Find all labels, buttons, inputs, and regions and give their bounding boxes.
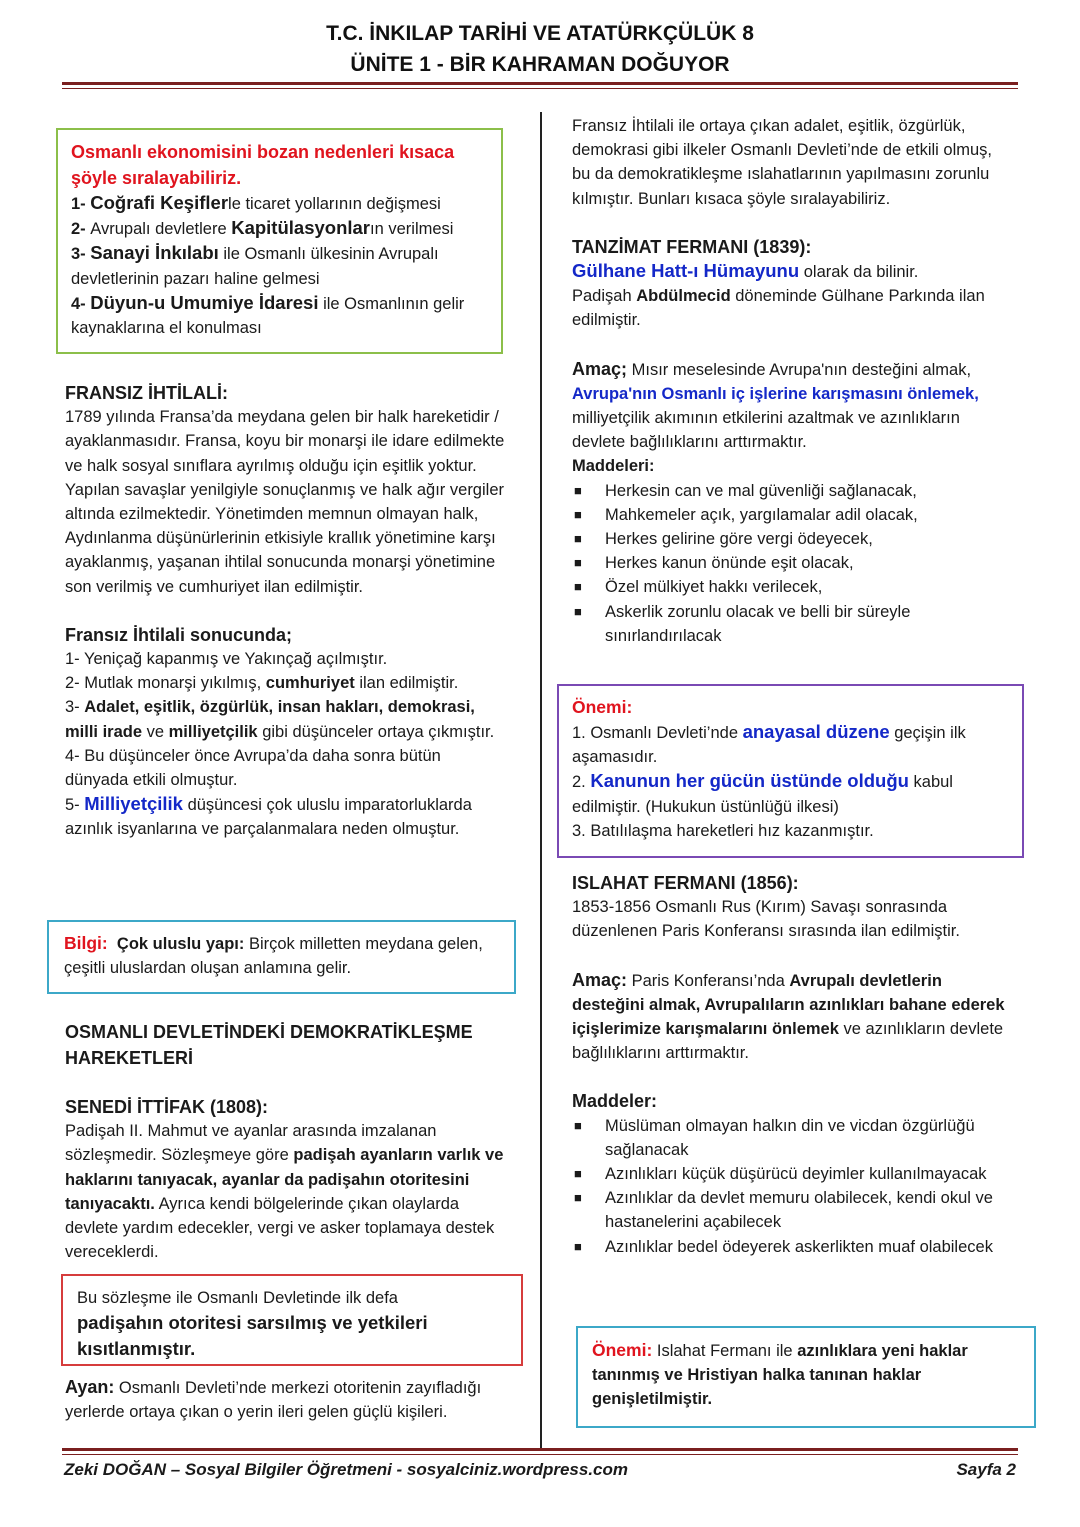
economy-box-title: Osmanlı ekonomisini bozan nedenleri kısaca şöyle sıralayabiliriz. (71, 142, 455, 188)
islahat-articles (572, 1114, 1012, 1259)
info-box (47, 920, 516, 994)
tanzimat-aim: Amaç; Mısır meselesinde Avrupa'nın desteğini almak, Avrupa'nın Osmanlı iç işlerine karışmasını önlemek, milliyetçilik akımının etkilerini azaltmak ve azınlıkların devlete bağlılıklarını arttırmaktır. (572, 358, 979, 452)
page-number: Sayfa 2 (956, 1460, 1016, 1479)
list-item: ■ Azınlıklar da devlet memuru olabilecek, kendi okul ve hastanelerini açabilecek (574, 1189, 993, 1232)
islahat-articles-title: Maddeler: (572, 1091, 658, 1112)
header-rule-thick (62, 82, 1018, 85)
economy-item: 2- Avrupalı devletlere Kapitülasyonların verilmesi (71, 217, 454, 239)
french-revolution-section (65, 381, 505, 842)
tanzimat-padisah: Padişah Abdülmecid döneminde Gülhane Parkında ilan edilmiştir. (572, 287, 985, 330)
senedi-note-box (61, 1274, 523, 1366)
list-item: ■ Herkes kanun önünde eşit olacak, (574, 554, 854, 573)
result-item: 5- Milliyetçilik düşüncesi çok uluslu imparatorluklarda azınlık isyanlarına ve parçalanmalara neden olmuştur. (65, 793, 472, 839)
page-subtitle: ÜNİTE 1 - BİR KAHRAMAN DOĞUYOR (350, 53, 730, 76)
column-divider (540, 112, 542, 1448)
info-text: Bilgi: Çok uluslu yapı: Birçok milletten meydana gelen, çeşitli uluslardan oluşan anlamına gelir. (64, 933, 483, 978)
right-intro: Fransız İhtilali ile ortaya çıkan adalet, eşitlik, özgürlük, demokrasi gibi ilkeler Osmanlı Devleti’nde de etkili olmuş, bu da demokratikleşme ıslahatlarının yapılmasını zorunlu kılmıştır. Bunları kısaca şöyle sıralayabiliriz. (572, 117, 993, 208)
french-title: FRANSIZ İHTİLALİ: (65, 383, 228, 403)
list-item: ■ Azınlıklar bedel ödeyerek askerlikten muaf olabilecek (574, 1237, 993, 1256)
islahat-text: 1853-1856 Osmanlı Rus (Kırım) Savaşı sonrasında düzenlenen Paris Konferansı sırasında ilan edilmiştir. (572, 898, 960, 941)
economy-item: 4- Düyun-u Umumiye İdaresi ile Osmanlının gelir kaynaklarına el konulması (71, 291, 465, 338)
footer-rule-thin (62, 1454, 1018, 1455)
list-item: ■ Müslüman olmayan halkın din ve vicdan özgürlüğü sağlanacak (574, 1116, 975, 1159)
french-text: 1789 yılında Fransa’da meydana gelen bir halk hareketidir / ayaklanmasıdır. Fransa, koyu bir monarşi ile idare edilmekte ve halk sosyal sınıflara ayrılmış olduğu için eşitlik yoktur. Yapılan savaşlar yenilgiyle sonuçlanmış ve halk ağır vergiler altında ezilmektedir. Yönetimden memnun olmayan halk, Aydınlanma düşünürlerinin etkisiyle krallık yönetimine karşı ayaklanmış, yaşanan ihtilal sonucunda monarşi yönetimine son verilmiş ve cumhuriyet ilan edilmiştir. (65, 408, 505, 596)
result-item: 4- Bu düşünceler önce Avrupa’da daha sonra bütün dünyada etkili olmuştur. (65, 746, 441, 790)
list-item: ■ Herkes gelirine göre vergi ödeyecek, (574, 530, 873, 549)
importance-label: Önemi: (572, 697, 633, 717)
democ-title: OSMANLI DEVLETİNDEKİ DEMOKRATİKLEŞME HAREKETLERİ (65, 1022, 473, 1068)
page-title: T.C. İNKILAP TARİHİ VE ATATÜRKÇÜLÜK 8 (326, 22, 754, 45)
importance-item: 1. Osmanlı Devleti’nde anayasal düzene geçişin ilk aşamasıdır. (572, 721, 966, 767)
importance-item: 2. Kanunun her gücün üstünde olduğu kabul edilmiştir. (Hukukun üstünlüğü ilkesi) (572, 770, 953, 816)
tanzimat-articles-title: Maddeleri: (572, 457, 655, 476)
senedi-note-bold: padişahın otoritesi sarsılmış ve yetkileri kısıtlanmıştır. (77, 1312, 428, 1360)
list-item: ■ Mahkemeler açık, yargılamalar adil olacak, (574, 505, 918, 524)
footer-rule-thick (62, 1448, 1018, 1451)
economy-item: 3- Sanayi İnkılabı ile Osmanlı ülkesinin Avrupalı devletlerinin pazarı haline gelmesi (71, 242, 439, 288)
senedi-text: Padişah II. Mahmut ve ayanlar arasında imzalanan sözleşmedir. Sözleşmeye göre padişah ayanların varlık ve haklarını tanıyacak, ayanlar da padişahın otoritesini tanıyacaktı. Ayrıca kendi bölgelerinde çıkan olaylarda devlete yardım edecekler, vergi ve asker toplamaya destek vereceklerdi. (65, 1122, 504, 1262)
tanzimat-importance-box (557, 684, 1024, 858)
islahat-section (572, 871, 1012, 1259)
islahat-importance-text: Önemi: Islahat Fermanı ile azınlıklara yeni haklar tanınmış ve Hristiyan halka tanınan haklar genişletilmiştir. (592, 1340, 968, 1409)
islahat-aim: Amaç: Paris Konferansı’nda Avrupalı devletlerin desteğini almak, Avrupalıların azınlıkları bahane ederek içişlerimize karışmalarını önlemek ve azınlıkların devlete bağlılıklarını arttırmaktır. (572, 969, 1005, 1063)
tanzimat-alt: Gülhane Hatt-ı Hümayunu olarak da bilinir. (572, 260, 919, 282)
results-title: Fransız İhtilali sonucunda; (65, 624, 293, 645)
senedi-title: SENEDİ İTTİFAK (1808): (65, 1097, 269, 1117)
result-item: 3- Adalet, eşitlik, özgürlük, insan hakları, demokrasi, milli irade ve milliyetçilik gibi düşünceler ortaya çıkmıştır. (65, 698, 495, 741)
header-rule-thin (62, 88, 1018, 89)
right-column (572, 114, 1012, 648)
economy-item: 1- Coğrafi Keşiflerle ticaret yollarının değişmesi (71, 192, 441, 213)
footer-author: Zeki DOĞAN – Sosyal Bilgiler Öğretmeni - sosyalciniz.wordpress.com (64, 1460, 629, 1479)
ayan-text: Ayan: Osmanlı Devleti’nde merkezi otoritenin zayıfladığı yerlerde ortaya çıkan o yerin ileri gelen güçlü kişileri. (65, 1377, 482, 1422)
importance-item: 3. Batılılaşma hareketleri hız kazanmıştır. (572, 821, 874, 840)
result-item: 2- Mutlak monarşi yıkılmış, cumhuriyet ilan edilmiştir. (65, 674, 459, 693)
list-item: ■ Herkesin can ve mal güvenliği sağlanacak, (574, 481, 917, 500)
list-item: ■ Askerlik zorunlu olacak ve belli bir süreyle sınırlandırılacak (574, 602, 911, 645)
islahat-title: ISLAHAT FERMANI (1856): (572, 873, 799, 893)
ayan-section (65, 1375, 505, 1424)
list-item: ■ Azınlıkları küçük düşürücü deyimler kullanılmayacak (574, 1165, 987, 1184)
result-item: 1- Yeniçağ kapanmış ve Yakınçağ açılmıştır. (65, 650, 388, 669)
islahat-importance-box (576, 1326, 1036, 1428)
democratization-section (65, 1019, 510, 1264)
economy-box (56, 128, 503, 354)
senedi-note-line: Bu sözleşme ile Osmanlı Devletinde ilk defa (77, 1289, 398, 1307)
list-item: ■ Özel mülkiyet hakkı verilecek, (574, 578, 823, 597)
tanzimat-title: TANZİMAT FERMANI (1839): (572, 236, 812, 257)
tanzimat-articles (572, 479, 1012, 648)
